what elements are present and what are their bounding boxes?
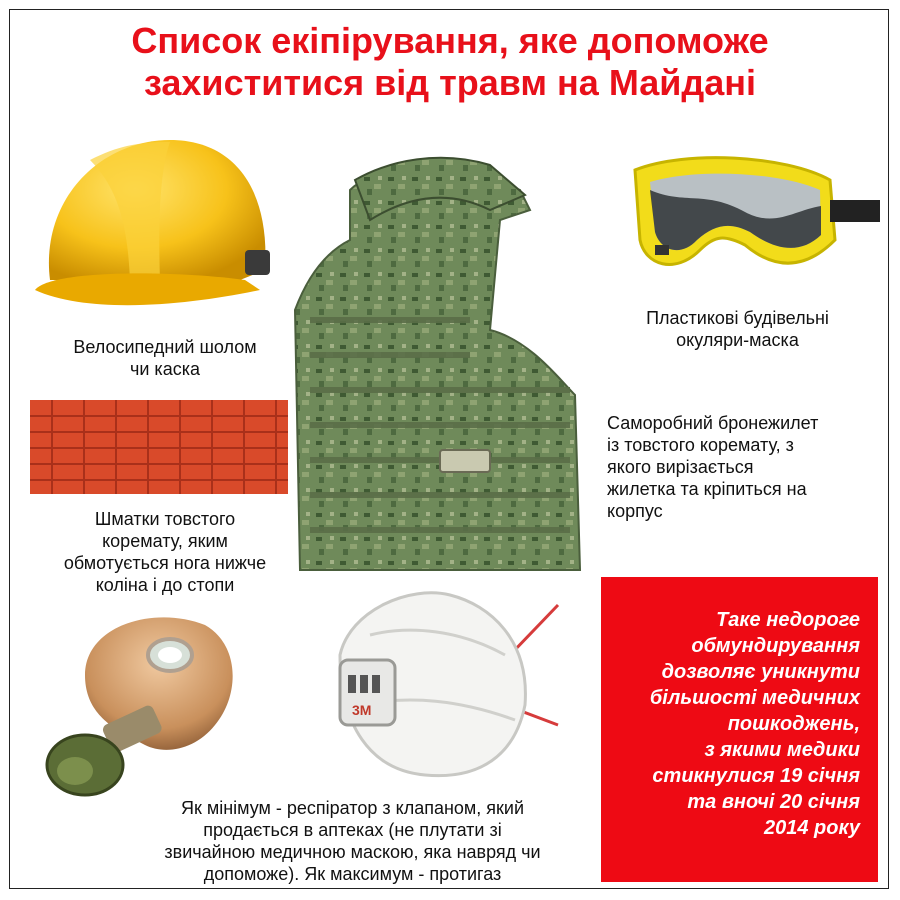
vest-caption-line: корпус — [607, 501, 663, 521]
helmet-caption-line: чи каска — [130, 359, 200, 379]
vest-caption-line: із товстого коремату, з — [607, 435, 794, 455]
poster-title — [0, 20, 900, 104]
goggles-caption — [600, 307, 875, 351]
respirator-caption-line: допоможе). Як максимум - протигаз — [203, 864, 502, 884]
note-line: з якими медики — [704, 739, 860, 761]
note-line: стикнулися 19 січня — [652, 765, 860, 787]
note-line: та вночі 20 січня — [687, 791, 860, 813]
respirator-image — [330, 585, 560, 785]
vest-caption — [607, 412, 887, 522]
mat-caption-line: обмотується нога нижче — [63, 553, 267, 573]
note-line: пошкоджень, — [727, 713, 860, 735]
title-line-1: Список екіпірування, яке допоможе — [131, 20, 769, 61]
vest-image — [290, 150, 610, 580]
note-line: більшості медичних — [649, 687, 860, 709]
note-line: дозволяє уникнути — [661, 661, 860, 683]
mat-caption-line: Шматки товстого — [94, 509, 236, 529]
note-box — [601, 577, 878, 882]
helmet-image — [30, 130, 280, 320]
vest-caption-line: жилетка та кріпиться на — [607, 479, 807, 499]
note-line: обмундирування — [691, 635, 860, 657]
goggles-image — [625, 150, 880, 285]
note-text — [650, 607, 860, 841]
note-line: 2014 року — [764, 817, 860, 839]
goggles-caption-line: Пластикові будівельні — [646, 308, 829, 328]
helmet-caption-line: Велосипедний шолом — [73, 337, 257, 357]
helmet-caption — [20, 336, 310, 380]
respirator-caption — [120, 797, 585, 885]
vest-caption-line: якого вирізається — [607, 457, 754, 477]
title-line-2: захиститися від травм на Майдані — [143, 62, 757, 103]
mat-caption — [20, 508, 310, 596]
gasmask-image — [45, 605, 245, 800]
vest-caption-line: Саморобний бронежилет — [607, 413, 819, 433]
respirator-logo: 3M — [352, 702, 372, 718]
mat-image — [30, 400, 288, 494]
respirator-caption-line: продається в аптеках (не плутати зі — [203, 820, 502, 840]
respirator-caption-line: звичайною медичною маскою, яка навряд чи — [164, 842, 541, 862]
mat-caption-line: коремату, яким — [102, 531, 228, 551]
mat-caption-line: коліна і до стопи — [95, 575, 235, 595]
goggles-caption-line: окуляри-маска — [676, 330, 799, 350]
note-line: Таке недороге — [716, 609, 860, 631]
respirator-caption-line: Як мінімум - респіратор з клапаном, який — [180, 798, 525, 818]
